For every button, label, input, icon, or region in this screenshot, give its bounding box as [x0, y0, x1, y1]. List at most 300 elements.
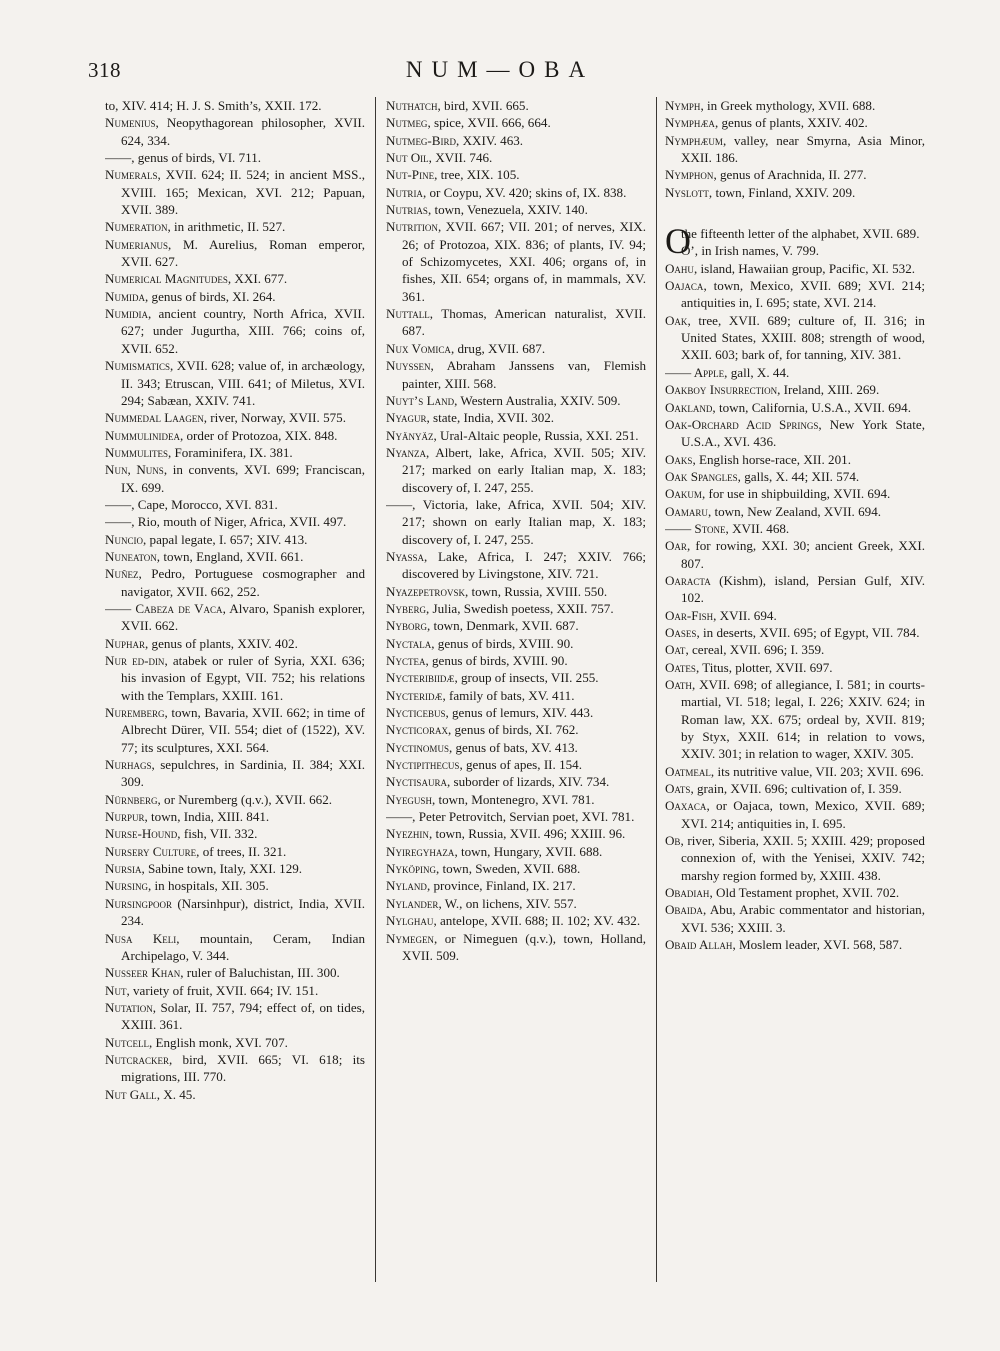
index-entry: [105, 825, 365, 842]
entry-headword: Nut: [105, 982, 127, 998]
index-entry: [105, 461, 365, 496]
entry-headword: Oatmeal: [664, 763, 711, 779]
entry-text: , town, Montenegro, XVI. 781.: [431, 791, 595, 807]
page-number: 318: [88, 58, 121, 82]
entry-text: , mountain, Ceram, Indian Archipelago, V. 344.: [121, 930, 366, 963]
entry-text: , Neopythagorean philosopher, XVII. 624, 334.: [121, 115, 366, 148]
entry-headword: Nyegush: [385, 791, 432, 807]
index-entry: [665, 451, 925, 468]
entry-text: , antelope, XVII. 688; II. 102; XV. 432.: [433, 913, 641, 929]
entry-text: , genus of lemurs, XIV. 443.: [445, 705, 594, 721]
entry-headword: Nyagur: [385, 410, 427, 426]
index-entry: [386, 825, 646, 842]
index-entry: [665, 901, 925, 936]
entry-headword: Nylghau: [385, 913, 434, 929]
entry-headword: Nun, Nuns: [105, 462, 164, 478]
entry-headword: Nymphon: [664, 167, 714, 183]
entry-text: , XVII. 667; VII. 201; of nerves, XIX. 26; of Protozoa, XIX. 836; of plants, IV. 94; of Schizomycetes, XXI. 406; organs of, in fishes, XII. 654; organs of, in mammals, XV. 361.: [401, 219, 646, 304]
entry-text: , W., on lichens, XIV. 557.: [438, 895, 577, 911]
index-entry: [386, 392, 646, 409]
index-entry: [105, 218, 365, 235]
entry-text: , town, Russia, XVIII. 550.: [464, 583, 608, 599]
entry-text: , tree, XVII. 689; culture of, II. 316; in United States, XXIII. 808; strength of wood, XXII. 603; bark of, for tanning, XIV. 381.: [680, 312, 925, 363]
entry-text: , Titus, plotter, XVII. 697.: [695, 659, 833, 675]
entry-headword: Nyköping: [385, 861, 436, 877]
index-entry: [105, 843, 365, 860]
index-entry: [386, 739, 646, 756]
entry-headword: Oat: [664, 642, 686, 658]
index-entry: [386, 305, 646, 340]
index-entry: [386, 600, 646, 617]
entry-headword: Nur ed-din: [105, 653, 165, 668]
entry-headword: Nylander: [385, 895, 439, 911]
entry-text: , Foraminifera, IX. 381.: [167, 444, 293, 460]
entry-headword: Nycticorax: [385, 722, 448, 738]
index-column-1: [105, 97, 365, 1307]
index-entry: [386, 635, 646, 652]
index-entry: [386, 930, 646, 965]
index-entry: [665, 399, 925, 416]
entry-text: , river, Norway, XVII. 575.: [203, 410, 346, 426]
entry-text: , galls, X. 44; XII. 574.: [737, 468, 860, 484]
index-entry: [665, 936, 925, 953]
entry-text: , town, New Zealand, XVII. 694.: [707, 503, 882, 519]
entry-headword: Oakum: [664, 486, 702, 502]
entry-text: , Western Australia, XXIV. 509.: [454, 392, 621, 408]
entry-headword: Oak: [664, 312, 688, 328]
entry-headword: Nyezhin: [385, 826, 429, 842]
index-entry: [386, 773, 646, 790]
index-entry: [386, 97, 646, 114]
index-entry: [386, 721, 646, 738]
entry-text: , town, Hungary, XVII. 688.: [454, 843, 603, 859]
entry-headword: Nuyssen: [385, 358, 431, 374]
entry-text: , town, Finland, XXIV. 209.: [708, 184, 856, 200]
entry-headword: Nutmeg: [385, 115, 428, 131]
entry-text: , Abraham Janssens van, Flemish painter, XIII. 568.: [401, 358, 646, 391]
entry-headword: Numeration: [105, 219, 168, 235]
running-head: NUM—OBA: [405, 57, 595, 82]
index-entry: [386, 877, 646, 894]
entry-headword: Nuttall: [385, 306, 430, 322]
entry-headword: —— Apple: [664, 364, 725, 380]
entry-text: , variety of fruit, XVII. 664; IV. 151.: [126, 982, 319, 998]
index-entry: [105, 565, 365, 600]
entry-text: , in convents, XVI. 699; Franciscan, IX. 699.: [121, 462, 366, 495]
entry-text: , XXI. 677.: [227, 271, 288, 287]
entry-text: , or Nimeguen (q.v.), town, Holland, XVII. 509.: [401, 930, 646, 963]
entry-headword: Nyctipithecus: [385, 757, 460, 773]
index-entry: [386, 860, 646, 877]
index-entry: [105, 531, 365, 548]
index-entry: [665, 381, 925, 398]
index-entry: [386, 114, 646, 131]
entry-headword: Nut Gall: [105, 1086, 157, 1102]
index-entry: [105, 982, 365, 999]
index-entry: [386, 218, 646, 305]
index-entry: [105, 600, 365, 635]
index-entry: [386, 409, 646, 426]
entry-headword: Nuncio: [105, 531, 143, 547]
entry-text: , gall, X. 44.: [724, 364, 790, 380]
entry-headword: Nutcracker: [105, 1051, 169, 1067]
entry-text: , XVII. 624; II. 524; in ancient MSS., XVIII. 165; Mexican, XVI. 212; Papuan, XVII. 389.: [121, 167, 366, 218]
entry-text: , group of insects, VII. 255.: [454, 670, 599, 686]
entry-headword: Oases: [664, 624, 697, 640]
index-entry: [105, 513, 365, 530]
index-entry: [665, 676, 925, 763]
entry-text: , cereal, XVII. 696; I. 359.: [685, 642, 825, 658]
entry-headword: Nyctala: [385, 635, 432, 651]
index-entry: [105, 1034, 365, 1051]
index-entry: [105, 704, 365, 756]
entry-headword: Nycteridæ: [385, 687, 443, 703]
entry-text: , province, Finland, IX. 217.: [426, 878, 576, 894]
index-entry: [105, 999, 365, 1034]
index-entry: [665, 797, 925, 832]
entry-text: , for use in shipbuilding, XVII. 694.: [701, 486, 891, 502]
index-entry: [665, 132, 925, 167]
index-entry: [386, 704, 646, 721]
entry-headword: Numida: [105, 288, 145, 304]
entry-text: , for rowing, XXI. 30; ancient Greek, XXI. 807.: [680, 538, 925, 571]
entry-text: to, XIV. 414; H. J. S. Smith’s, XXII. 172.: [105, 98, 322, 113]
entry-headword: Nurse-Hound: [105, 826, 178, 842]
index-entry: [386, 583, 646, 600]
entry-text: , sepulchres, in Sardinia, II. 384; XXI. 309.: [121, 757, 366, 790]
entry-headword: Nymphæa: [664, 115, 715, 131]
index-entry: [105, 808, 365, 825]
index-entry: [386, 444, 646, 496]
entry-text: , genus of birds, XI. 762.: [447, 722, 579, 738]
index-entry: [386, 201, 646, 218]
index-entry: [105, 236, 365, 271]
entry-headword: Nummulinidea: [105, 427, 180, 443]
index-entry: [105, 652, 365, 704]
entry-headword: Nut-Pine: [385, 167, 435, 183]
entry-text: , M. Aurelius, Roman emperor, XVII. 627.: [121, 236, 366, 270]
index-entry: [386, 912, 646, 929]
entry-text: , English horse-race, XII. 201.: [692, 451, 851, 467]
index-entry: [665, 607, 925, 624]
entry-text: , island, Hawaiian group, Pacific, XI. 532.: [693, 260, 916, 276]
column-rule: [375, 97, 376, 1282]
entry-text: , XVII. 628; value of, in archæology, II. 343; Etruscan, VIII. 641; of Miletus, XVI. 294; Sabæan, XXIV. 741.: [121, 358, 366, 408]
index-columns: [105, 97, 925, 1307]
entry-headword: Nuremberg: [105, 705, 165, 721]
index-entry: [386, 843, 646, 860]
entry-text: , drug, XVII. 687.: [450, 340, 546, 356]
index-entry: [386, 791, 646, 808]
entry-text: , Sabine town, Italy, XXI. 129.: [141, 861, 303, 877]
index-entry: [665, 884, 925, 901]
entry-headword: Oaracta: [664, 572, 711, 588]
index-entry: [105, 270, 365, 287]
entry-headword: Oath: [664, 677, 692, 692]
entry-text: , genus of birds, XVIII. 90.: [431, 635, 574, 651]
index-entry: [105, 756, 365, 791]
entry-headword: Nyland: [385, 878, 427, 894]
index-entry: [665, 485, 925, 502]
entry-headword: Nusseer Khan: [105, 965, 181, 981]
entry-text: , Thomas, American naturalist, XVII. 687.: [401, 306, 646, 339]
index-entry: [665, 242, 925, 259]
entry-headword: Nuyt’s Land: [385, 392, 455, 408]
entry-headword: Nurpur: [105, 809, 145, 825]
entry-text: , or Oajaca, town, Mexico, XVII. 689; XVI. 214; antiquities in, I. 695.: [680, 798, 925, 831]
entry-text: (Kishm), island, Persian Gulf, XIV. 102.: [680, 572, 925, 606]
entry-text: , Ireland, XIII. 269.: [777, 382, 880, 398]
entry-text: , genus of plants, XXIV. 402.: [144, 635, 298, 651]
entry-headword: Numerianus: [105, 236, 168, 252]
index-entry: [665, 277, 925, 312]
entry-headword: Nurhags: [105, 757, 152, 773]
entry-text: , Albert, lake, Africa, XVII. 505; XIV. 217; marked on early Italian map, X. 183; discovery of, I. 247, 255.: [401, 444, 646, 495]
entry-text: ——, Peter Petrovitch, Servian poet, XVI. 781.: [385, 809, 635, 825]
index-entry: [665, 780, 925, 797]
index-entry: [105, 288, 365, 305]
entry-text: , Julia, Swedish poetess, XXII. 757.: [425, 600, 614, 616]
entry-text: , tree, XIX. 105.: [434, 167, 520, 183]
entry-text: , XVII. 468.: [725, 520, 790, 536]
entry-text: , town, England, XVII. 661.: [156, 548, 304, 564]
entry-text: , in Greek mythology, XVII. 688.: [700, 98, 876, 113]
entry-text: , fish, VII. 332.: [177, 826, 258, 842]
entry-headword: Oar: [664, 538, 687, 554]
entry-headword: Oaxaca: [664, 798, 707, 814]
index-entry: [105, 548, 365, 565]
entry-text: , town, India, XIII. 841.: [144, 809, 270, 825]
entry-text: ——, Rio, mouth of Niger, Africa, XVII. 497.: [105, 514, 347, 530]
entry-text: , Solar, II. 757, 794; effect of, on tides, XXIII. 361.: [121, 999, 366, 1033]
entry-headword: Nyiregyhaza: [385, 843, 455, 859]
index-column-2: [386, 97, 646, 1307]
entry-text: , valley, near Smyrna, Asia Minor, XXII. 186.: [680, 132, 925, 166]
entry-text: , or Coypu, XV. 420; skins of, IX. 838.: [422, 184, 627, 200]
index-entry: [105, 149, 365, 166]
entry-text: , town, Venezuela, XXIV. 140.: [427, 202, 588, 218]
entry-headword: Nursing: [105, 878, 148, 894]
entry-text: , order of Protozoa, XIX. 848.: [179, 427, 338, 443]
entry-headword: Nyctea: [385, 653, 426, 668]
entry-headword: Oar-Fish: [664, 607, 714, 623]
index-entry: [386, 617, 646, 634]
entry-text: , town, Bavaria, XVII. 662; in time of Albrecht Dürer, VII. 554; diet of (1522), XV. 77; its sculptures, XXI. 564.: [121, 705, 366, 755]
entry-headword: Ob: [664, 833, 681, 849]
entry-headword: Nut Oil: [385, 150, 429, 166]
entry-headword: Nuñez: [105, 566, 139, 582]
entry-text: , Moslem leader, XVI. 568, 587.: [732, 937, 903, 953]
entry-text: , town, Mexico, XVII. 689; XVI. 214; antiquities in, I. 695; state, XVI. 214.: [680, 278, 925, 311]
entry-headword: Nutria: [385, 184, 423, 200]
index-entry: [105, 791, 365, 808]
index-entry: [665, 114, 925, 131]
entry-text: ——, genus of birds, VI. 711.: [105, 150, 262, 166]
index-entry: [105, 964, 365, 981]
entry-headword: Nux Vomica: [385, 340, 451, 356]
drop-cap-letter: O: [664, 221, 691, 262]
entry-text: , New York State, U.S.A., XVI. 436.: [680, 416, 925, 450]
entry-text: , Pedro, Portuguese cosmographer and navigator, XVII. 662, 252.: [121, 566, 366, 599]
entry-headword: Nutation: [105, 999, 153, 1015]
entry-headword: Nyborg: [385, 618, 427, 634]
index-entry: [665, 520, 925, 537]
index-entry: [105, 166, 365, 218]
entry-headword: Numismatics: [105, 358, 170, 374]
index-entry: [665, 503, 925, 520]
entry-text: ——, Victoria, lake, Africa, XVII. 504; XIV. 217; shown on early Italian map, X. 183; discovery of, I. 247, 255.: [385, 496, 646, 547]
entry-headword: Nutrition: [385, 219, 438, 235]
entry-text: , papal legate, I. 657; XIV. 413.: [142, 531, 308, 547]
column-rule: [656, 97, 657, 1282]
index-entry: [105, 97, 365, 114]
entry-text: , bird, XVII. 665.: [437, 98, 529, 113]
entry-text: , town, Russia, XVII. 496; XXIII. 96.: [428, 826, 626, 842]
index-entry: [386, 652, 646, 669]
entry-headword: —— Cabeza de Vaca: [105, 600, 223, 616]
index-entry: [105, 635, 365, 652]
entry-text: , river, Siberia, XXII. 5; XXIII. 429; proposed connexion of, with the Yenisei, XXIV. 742; marshy region formed by, XXIII. 438.: [680, 833, 925, 883]
index-entry: [386, 687, 646, 704]
index-entry: [665, 624, 925, 641]
entry-headword: Nummulites: [105, 444, 168, 460]
entry-text: , X. 45.: [156, 1086, 196, 1102]
entry-headword: Nürnberg: [105, 791, 158, 807]
entry-headword: Oahu: [664, 260, 694, 276]
entry-text: O’, in Irish names, V. 799.: [680, 243, 820, 259]
entry-text: the fifteenth letter of the alphabet, XVII. 689.: [680, 226, 920, 242]
entry-text: , genus of bats, XV. 413.: [448, 739, 578, 755]
entry-headword: Nursery Culture: [105, 843, 197, 859]
entry-text: , XVII. 698; of allegiance, I. 581; in courts-martial, VI. 518; legal, I. 226; XXIV. 624; in Roman law, XX. 675; ordeal by, XVII. 819; by Styx, XXII. 614; in relation to vows, XXIV. 301; in relation to wager, XXIV. 305.: [680, 677, 925, 762]
entry-headword: Nursingpoor: [105, 895, 172, 911]
entry-text: , English monk, XVI. 707.: [148, 1034, 288, 1050]
entry-headword: Oakboy Insurrection: [664, 382, 778, 398]
index-entry: [105, 1086, 365, 1103]
index-entry: [665, 312, 925, 364]
index-entry: [386, 357, 646, 392]
entry-headword: Nutrias: [385, 202, 428, 218]
entry-text: , or Nuremberg (q.v.), XVII. 662.: [157, 791, 333, 807]
entry-text: , genus of apes, II. 154.: [459, 757, 582, 773]
entry-headword: Nycteribiidæ: [385, 670, 455, 686]
entry-text: , genus of plants, XXIV. 402.: [714, 115, 868, 131]
entry-text: , genus of birds, XI. 264.: [144, 288, 276, 304]
entry-text: , town, California, U.S.A., XVII. 694.: [712, 399, 911, 415]
entry-text: , town, Sweden, XVII. 688.: [435, 861, 581, 877]
index-entry: [665, 416, 925, 451]
entry-text: , bird, XVII. 665; VI. 618; its migrations, III. 770.: [121, 1051, 366, 1085]
entry-headword: Nutcell: [105, 1034, 149, 1050]
index-entry: [665, 537, 925, 572]
entry-text: , its nutritive value, VII. 203; XVII. 696.: [710, 763, 924, 779]
entry-text: , grain, XVII. 696; cultivation of, I. 359.: [690, 781, 902, 797]
entry-text: , suborder of lizards, XIV. 734.: [446, 774, 610, 790]
entry-headword: Oak-Orchard Acid Springs: [664, 416, 819, 432]
entry-text: ——, Cape, Morocco, XVI. 831.: [105, 496, 278, 512]
index-entry: [386, 166, 646, 183]
entry-headword: Nursia: [105, 861, 142, 877]
index-entry: [386, 756, 646, 773]
entry-headword: Numenius: [105, 115, 156, 131]
index-entry: [665, 364, 925, 381]
entry-headword: Obaid Allah: [664, 937, 733, 953]
entry-text: , family of bats, XV. 411.: [442, 687, 575, 703]
entry-headword: Nymphæum: [664, 132, 723, 148]
entry-headword: Nymph: [664, 98, 701, 113]
index-entry: [386, 669, 646, 686]
entry-text: , in hospitals, XII. 305.: [147, 878, 269, 894]
index-entry: [665, 763, 925, 780]
entry-headword: Nyberg: [385, 600, 426, 616]
index-entry: [665, 260, 925, 277]
index-entry: [665, 572, 925, 607]
index-entry: [665, 468, 925, 485]
index-entry: [105, 895, 365, 930]
entry-text: (Narsinhpur), district, India, XVII. 234.: [121, 895, 366, 929]
entry-headword: Nummedal Laagen: [105, 410, 204, 426]
index-entry: [105, 357, 365, 409]
entry-headword: Nutmeg-Bird: [385, 132, 457, 148]
entry-headword: Numidia: [105, 306, 148, 322]
index-entry: [105, 496, 365, 513]
entry-headword: Numerals: [105, 167, 158, 183]
entry-headword: Nusa Keli: [105, 930, 177, 946]
entry-headword: Nyslott: [664, 184, 709, 200]
index-entry: [665, 184, 925, 201]
entry-text: , atabek or ruler of Syria, XXI. 636; his invasion of Egypt, VII. 752; his relations with the Templars, XXIII. 161.: [121, 653, 366, 703]
index-entry: [105, 1051, 365, 1086]
entry-text: , in deserts, XVII. 695; of Egypt, VII. 784.: [696, 624, 920, 640]
index-entry: [386, 496, 646, 548]
index-entry: [386, 427, 646, 444]
entry-headword: Oakland: [664, 399, 713, 415]
index-entry: [105, 930, 365, 965]
index-entry: [105, 877, 365, 894]
entry-text: , spice, XVII. 666, 664.: [427, 115, 551, 131]
entry-headword: Nyctisaura: [385, 774, 447, 790]
index-entry: [105, 409, 365, 426]
index-entry: [665, 97, 925, 114]
index-column-3: [665, 97, 925, 1307]
index-entry: [105, 444, 365, 461]
entry-headword: Oaks: [664, 451, 693, 467]
index-entry: [665, 166, 925, 183]
index-entry: [386, 548, 646, 583]
index-entry: [386, 132, 646, 149]
entry-text: , Alvaro, Spanish explorer, XVII. 662.: [121, 600, 366, 634]
index-entry: [105, 860, 365, 877]
entry-text: , Lake, Africa, I. 247; XXIV. 766; discovered by Livingstone, XIV. 721.: [401, 548, 646, 582]
index-entry: [386, 149, 646, 166]
index-entry: [386, 184, 646, 201]
entry-headword: Nuthatch: [385, 98, 438, 113]
entry-headword: Oats: [664, 781, 691, 797]
entry-headword: Nyazepetrovsk: [385, 583, 465, 599]
entry-headword: Numerical Magnitudes: [105, 271, 228, 287]
entry-headword: Nyänyäz: [385, 427, 434, 443]
entry-text: , XXIV. 463.: [456, 132, 524, 148]
entry-text: , Ural-Altaic people, Russia, XXI. 251.: [433, 427, 639, 443]
entry-text: , Old Testament prophet, XVII. 702.: [709, 885, 900, 901]
entry-headword: Nyassa: [385, 548, 424, 564]
entry-text: , ancient country, North Africa, XVII. 627; under Jugurtha, XIII. 766; coins of, XVII. 652.: [121, 306, 366, 356]
entry-headword: Oates: [664, 659, 696, 675]
index-entry: [386, 895, 646, 912]
entry-text: , XVII. 746.: [428, 150, 493, 166]
entry-headword: Oak Spangles: [664, 468, 738, 484]
index-entry: [105, 114, 365, 149]
